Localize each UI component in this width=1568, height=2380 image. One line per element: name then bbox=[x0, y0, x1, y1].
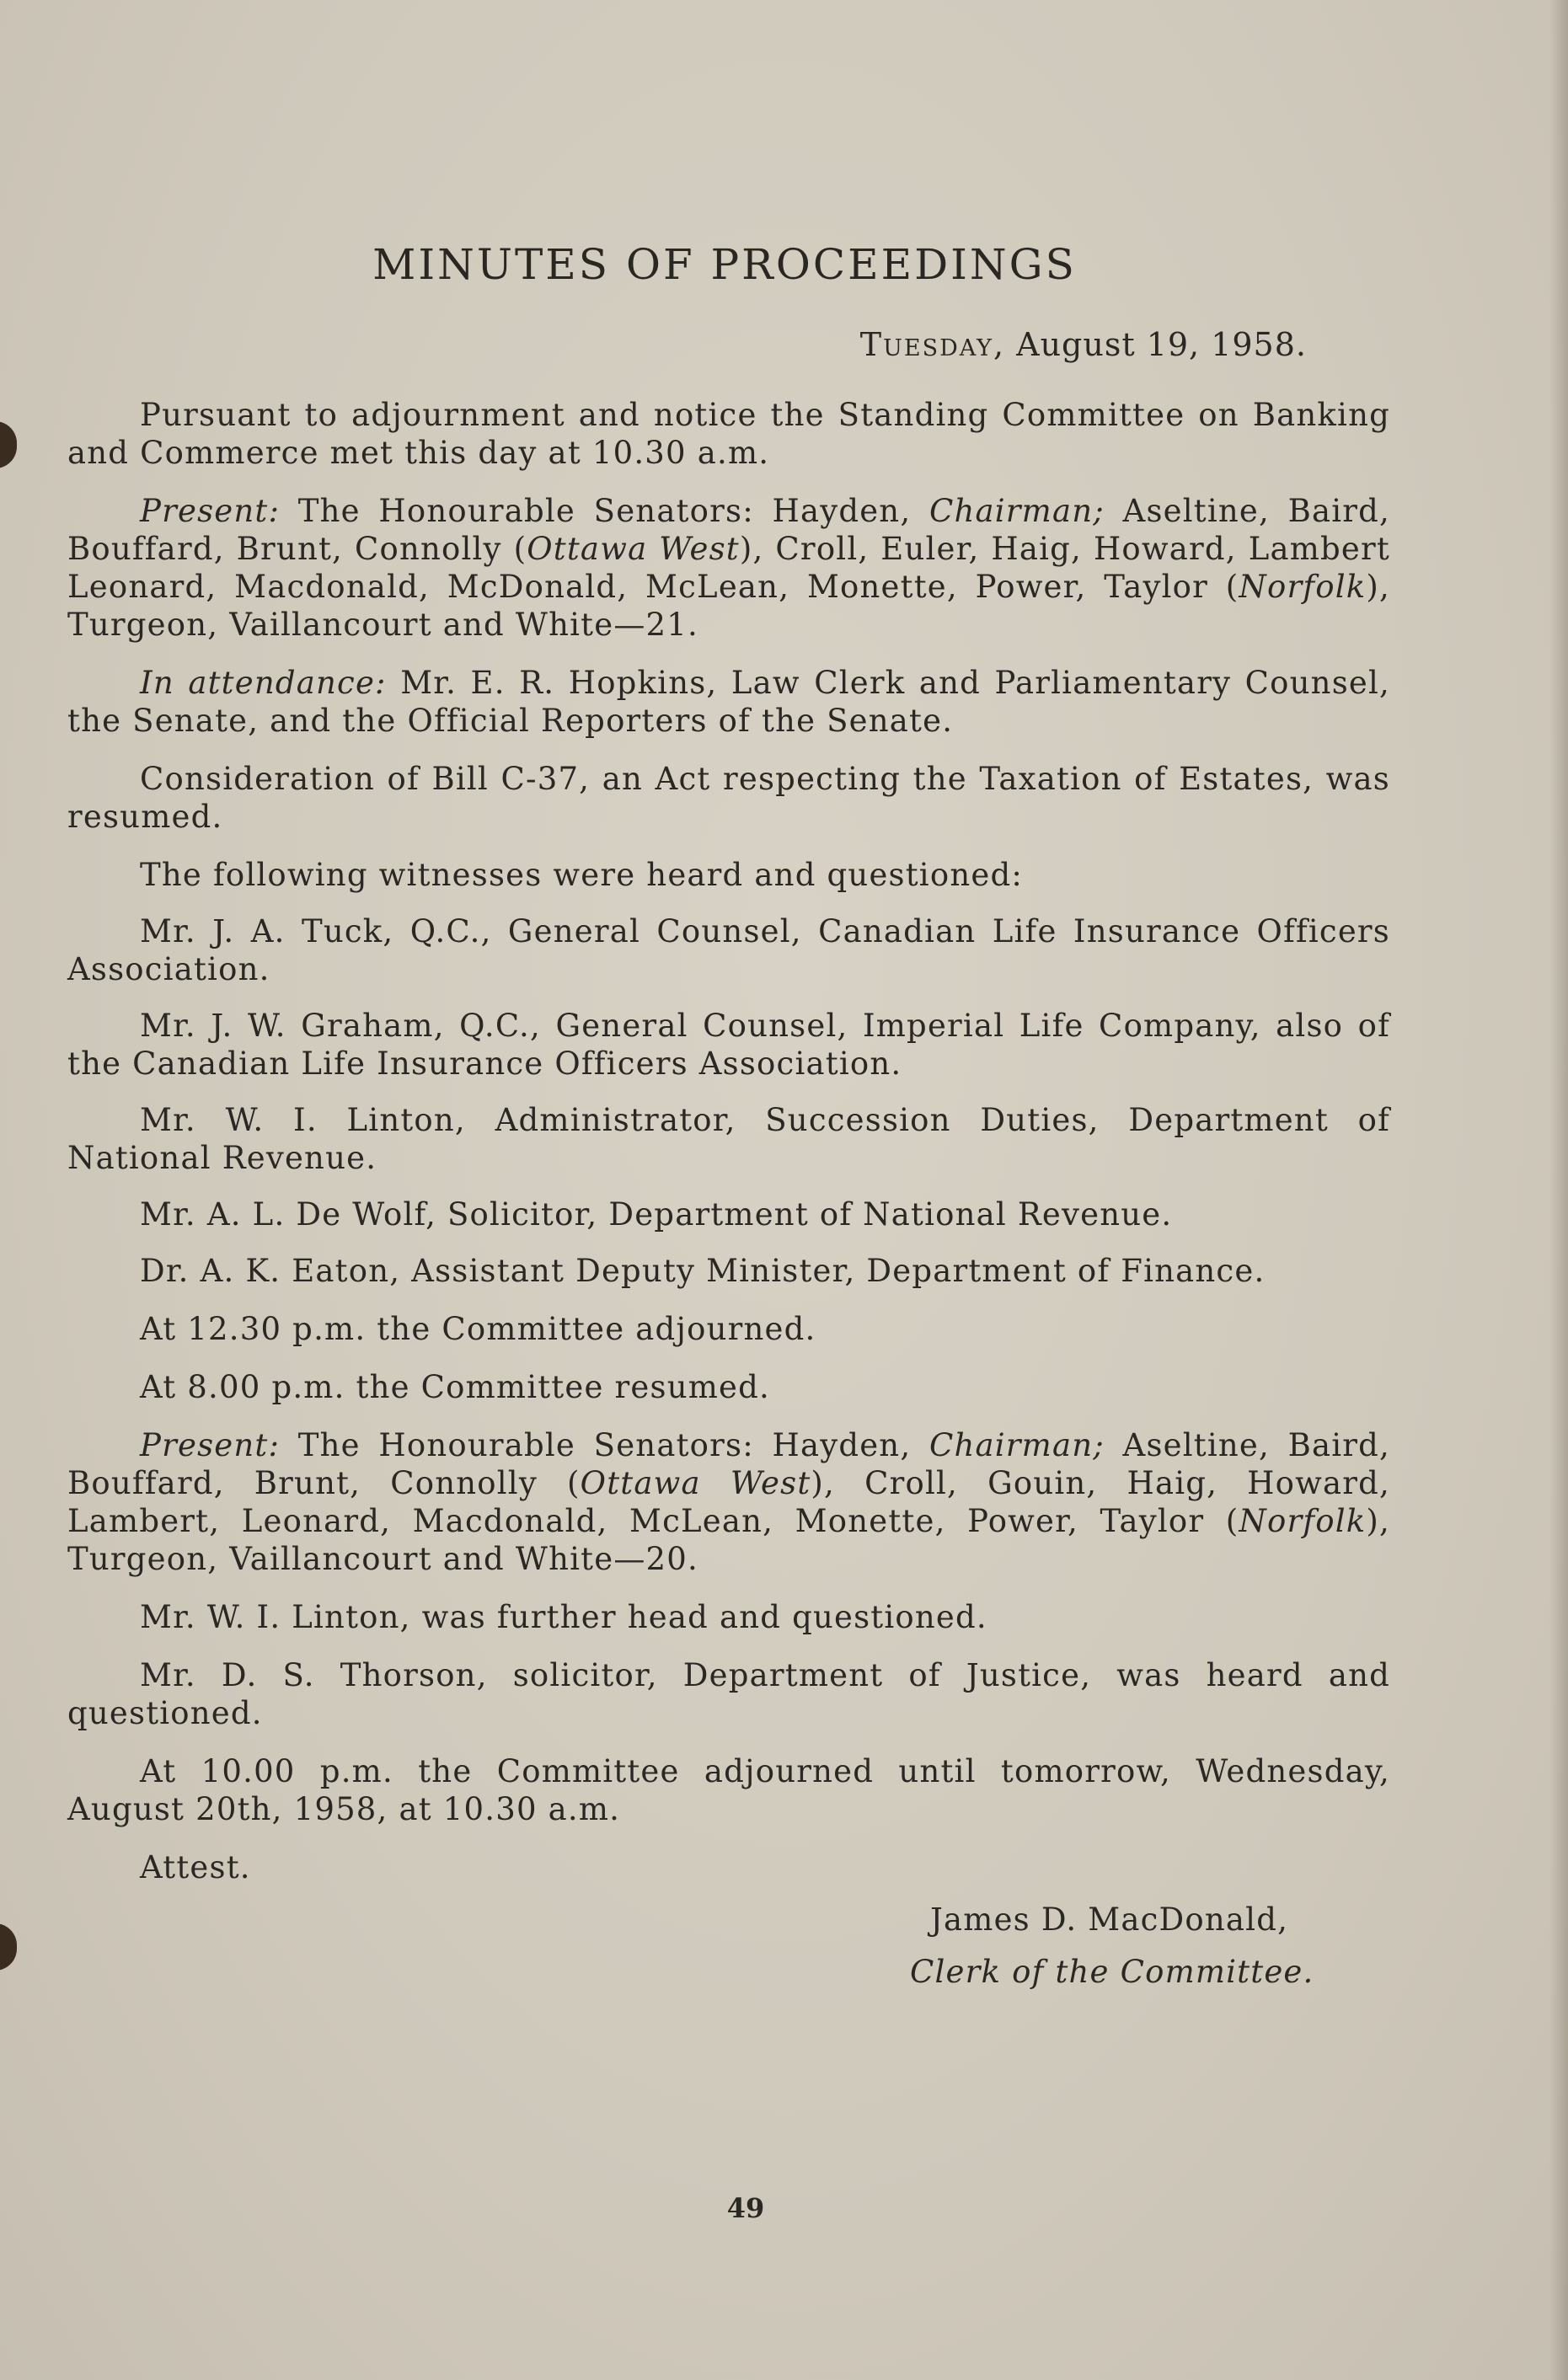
witness-item: Dr. A. K. Eaton, Assistant Deputy Minister, Department of Finance. bbox=[140, 1253, 1266, 1289]
attendance-label: In attendance: bbox=[140, 665, 387, 701]
thorson-paragraph: Mr. D. S. Thorson, solicitor, Department of Justice, was heard and questioned. bbox=[67, 1657, 1390, 1731]
witnesses-intro: The following witnesses were heard and questioned: bbox=[140, 857, 1023, 893]
witness-item: Mr. J. A. Tuck, Q.C., General Counsel, Canadian Life Insurance Officers Association. bbox=[67, 913, 1390, 987]
witness-item: Mr. W. I. Linton, Administrator, Succession Duties, Department of National Revenue. bbox=[67, 1102, 1390, 1176]
present-label: Present: bbox=[140, 493, 281, 529]
page-title: MINUTES OF PROCEEDINGS bbox=[372, 240, 1077, 289]
minutes-body bbox=[67, 396, 1390, 1907]
adjourned-night: At 10.00 p.m. the Committee adjourned until tomorrow, Wednesday, August 20th, 1958, at 10.30 a.m. bbox=[67, 1753, 1390, 1827]
signature-title: Clerk of the Committee. bbox=[910, 1954, 1314, 1990]
consideration-paragraph: Consideration of Bill C-37, an Act respecting the Taxation of Estates, was resumed. bbox=[67, 761, 1390, 835]
resumed-evening: At 8.00 p.m. the Committee resumed. bbox=[140, 1369, 770, 1405]
binding-hole-top bbox=[0, 421, 17, 468]
linton-further: Mr. W. I. Linton, was further head and questioned. bbox=[140, 1599, 987, 1635]
page-number: 49 bbox=[726, 2192, 765, 2224]
present-evening: Present: The Honourable Senators: Hayden, Chairman; Aseltine, Baird, Bouffard, Brunt, Connolly (Ottawa West), Croll, Gouin, Haig, Howard, Lambert, Leonard, Macdonald, McLean, Monette, Power, Taylor (Norfolk), Turgeon, Vaillancourt and White—20. bbox=[67, 1427, 1390, 1577]
binding-hole-bottom bbox=[0, 1923, 17, 1971]
witness-item: Mr. J. W. Graham, Q.C., General Counsel, Imperial Life Company, also of the Canadian Life Insurance Officers Association. bbox=[67, 1008, 1390, 1082]
attest: Attest. bbox=[140, 1849, 251, 1885]
dateline-date: August 19, 1958. bbox=[1005, 326, 1307, 363]
page-spine-shadow bbox=[1549, 0, 1568, 2380]
opening-paragraph: Pursuant to adjournment and notice the Standing Committee on Banking and Commerce met this day at 10.30 a.m. bbox=[67, 397, 1390, 471]
dateline-day: Tuesday, bbox=[859, 326, 1006, 363]
present-label: Present: bbox=[140, 1427, 281, 1463]
signature-name: James D. MacDonald, bbox=[930, 1901, 1289, 1938]
adjourned-noon: At 12.30 p.m. the Committee adjourned. bbox=[140, 1311, 816, 1347]
present-morning: Present: The Honourable Senators: Hayden, Chairman; Aseltine, Baird, Bouffard, Brunt, Connolly (Ottawa West), Croll, Euler, Haig, Howard, Lambert Leonard, Macdonald, McDonald, McLean, Monette, Power, Taylor (Norfolk), Turgeon, Vaillancourt and White—21. bbox=[67, 493, 1390, 643]
attendance-paragraph: In attendance: Mr. E. R. Hopkins, Law Clerk and Parliamentary Counsel, the Senate, and the Official Reporters of the Senate. bbox=[67, 665, 1390, 739]
dateline bbox=[860, 326, 1307, 363]
witness-item: Mr. A. L. De Wolf, Solicitor, Department of National Revenue. bbox=[140, 1196, 1173, 1233]
signature-block bbox=[910, 1894, 1314, 1998]
